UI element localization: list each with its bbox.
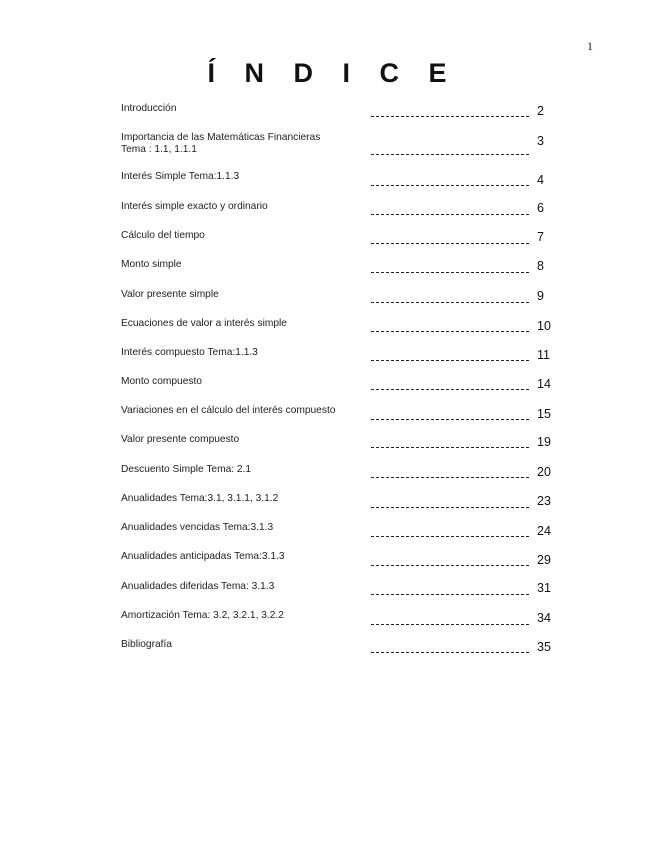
- dot-leader: [371, 536, 529, 537]
- toc-entry-title: Interés Simple Tema:1.1.3: [121, 171, 240, 182]
- dot-leader: [371, 419, 529, 420]
- dot-leader: [371, 652, 529, 653]
- toc-entry[interactable]: [0, 318, 655, 346]
- toc-entry-page: 8: [537, 259, 544, 273]
- toc-entry-page: 9: [537, 289, 544, 303]
- toc-entry-title: Anualidades diferidas Tema: 3.1.3: [121, 581, 275, 592]
- toc-entry-page: 14: [537, 377, 551, 391]
- toc-entry[interactable]: [0, 347, 655, 375]
- toc-entry-page: 24: [537, 524, 551, 538]
- toc-entry[interactable]: [0, 230, 655, 258]
- dot-leader: [371, 594, 529, 595]
- toc-entry[interactable]: [0, 259, 655, 287]
- index-title: Í N D I C E: [207, 58, 458, 88]
- dot-leader: [371, 302, 529, 303]
- toc-entry[interactable]: [0, 201, 655, 229]
- toc-entry-title: Anualidades anticipadas Tema:3.1.3: [121, 551, 285, 562]
- toc-entry-title: Valor presente simple: [121, 289, 219, 300]
- dot-leader: [371, 243, 529, 244]
- dot-leader: [371, 272, 529, 273]
- toc-entry-title: Descuento Simple Tema: 2.1: [121, 464, 252, 475]
- dot-leader: [371, 116, 529, 117]
- toc-entry[interactable]: [0, 434, 655, 462]
- toc-entry-page: 10: [537, 319, 551, 333]
- toc-entry-page: 31: [537, 581, 551, 595]
- toc-entry[interactable]: [0, 639, 655, 667]
- toc-entry-title: Anualidades vencidas Tema:3.1.3: [121, 522, 274, 533]
- toc-entry[interactable]: [0, 171, 655, 199]
- dot-leader: [371, 331, 529, 332]
- dot-leader: [371, 447, 529, 448]
- toc-entry-page: 11: [537, 348, 550, 362]
- toc-entry[interactable]: [0, 464, 655, 492]
- toc-entry[interactable]: [0, 405, 655, 433]
- toc-entry[interactable]: [0, 610, 655, 638]
- toc-entry-title: Anualidades Tema:3.1, 3.1.1, 3.1.2: [121, 493, 279, 504]
- toc-entry-page: 19: [537, 435, 551, 449]
- toc-entry-page: 4: [537, 173, 544, 187]
- toc-entry-title: Monto simple: [121, 259, 182, 270]
- toc-entry-title: Bibliografía: [121, 639, 172, 650]
- toc-entry[interactable]: [0, 289, 655, 317]
- dot-leader: [371, 477, 529, 478]
- dot-leader: [371, 154, 529, 155]
- toc-entry-title: Monto compuesto: [121, 376, 202, 387]
- toc-entry-title: Valor presente compuesto: [121, 434, 240, 445]
- toc-entry-page: 20: [537, 465, 551, 479]
- toc-entry-title: Cálculo del tiempo: [121, 230, 205, 241]
- toc-entry-page: 3: [537, 134, 544, 148]
- toc-entry[interactable]: [0, 493, 655, 521]
- toc-entry-page: 34: [537, 611, 551, 625]
- toc-entry-page: 15: [537, 407, 551, 421]
- toc-entry-page: 23: [537, 494, 551, 508]
- toc-entry[interactable]: [0, 132, 655, 160]
- toc-entry-title: Amortización Tema: 3.2, 3.2.1, 3.2.2: [121, 610, 284, 621]
- dot-leader: [371, 507, 529, 508]
- toc-entry-page: 29: [537, 553, 551, 567]
- toc-entry-title: Interés simple exacto y ordinario: [121, 201, 268, 212]
- toc-entry-title: Ecuaciones de valor a interés simple: [121, 318, 287, 329]
- dot-leader: [371, 360, 529, 361]
- toc-entry-title: Introducción: [121, 103, 177, 114]
- toc-entry[interactable]: [0, 522, 655, 550]
- dot-leader: [371, 624, 529, 625]
- dot-leader: [371, 389, 529, 390]
- toc-entry-page: 35: [537, 640, 551, 654]
- toc-entry-page: 6: [537, 201, 544, 215]
- toc-entry-page: 2: [537, 104, 544, 118]
- toc-entry[interactable]: [0, 376, 655, 404]
- dot-leader: [371, 565, 529, 566]
- toc-entry-title: Variaciones en el cálculo del interés compuesto: [121, 405, 336, 416]
- toc-entry-page: 7: [537, 230, 544, 244]
- toc-entry[interactable]: [0, 103, 655, 131]
- toc-entry-title: Interés compuesto Tema:1.1.3: [121, 347, 258, 358]
- toc-entry-title: Importancia de las Matemáticas Financieras Tema : 1.1, 1.1.1: [121, 132, 321, 155]
- dot-leader: [371, 214, 529, 215]
- dot-leader: [371, 185, 529, 186]
- toc-entry[interactable]: [0, 551, 655, 579]
- page-number: 1: [587, 39, 593, 53]
- toc-entry[interactable]: [0, 581, 655, 609]
